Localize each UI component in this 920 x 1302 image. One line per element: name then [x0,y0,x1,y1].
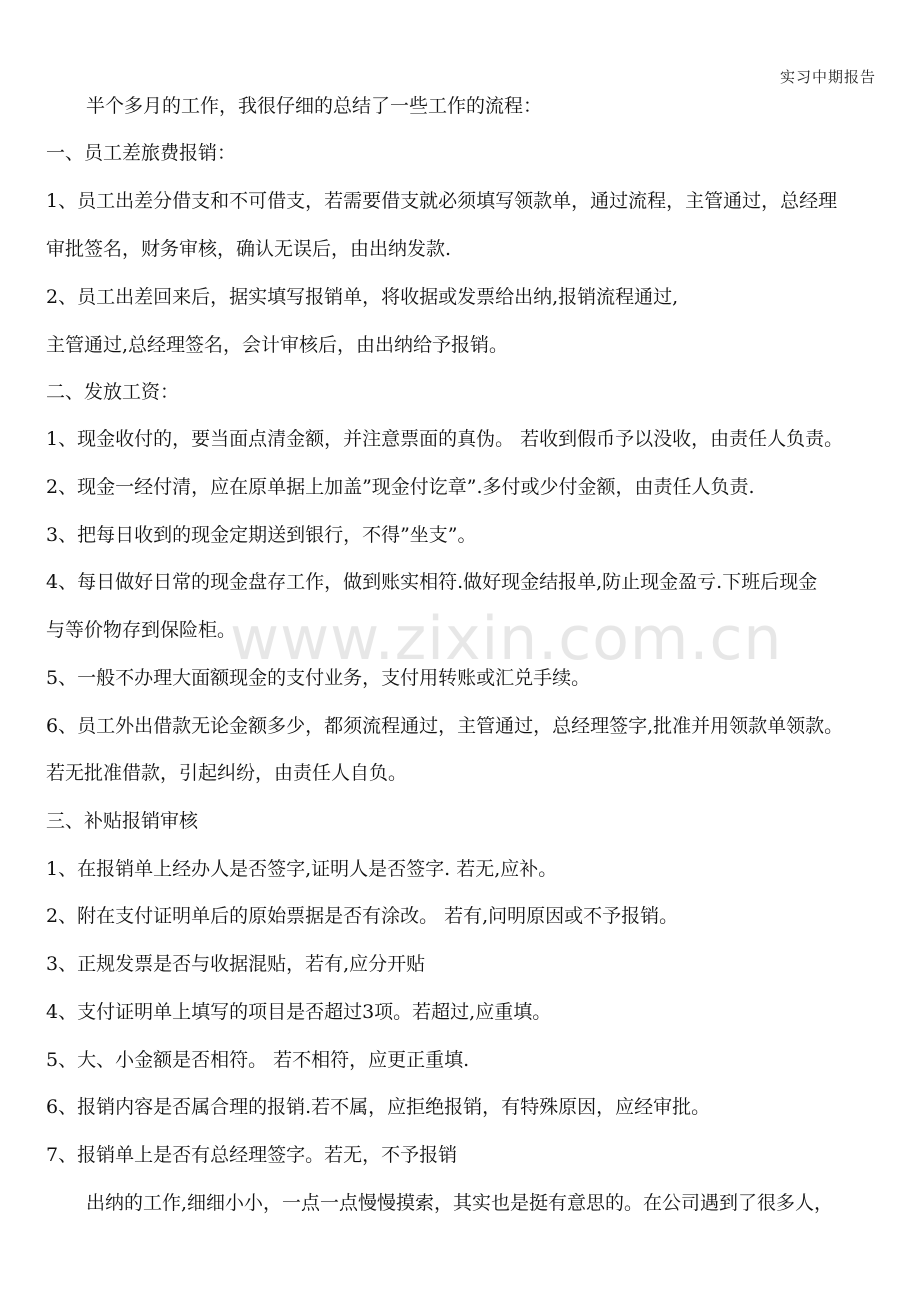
text-line: 审批签名，财务审核，确认无误后，由出纳发款. [46,238,452,260]
text-line: 2、附在支付证明单后的原始票据是否有涂改。 若有,问明原因或不予报销。 [46,905,679,927]
text-line: 1、员工出差分借支和不可借支，若需要借支就必须填写领款单，通过流程，主管通过，总经理 [46,190,838,212]
text-line: 3、把每日收到的现金定期送到银行，不得”坐支”。 [46,524,477,546]
text-line: 1、在报销单上经办人是否签字,证明人是否签字. 若无,应补。 [46,858,558,880]
text-line: 2、现金一经付清，应在原单据上加盖”现金付讫章”.多付或少付金额，由责任人负责. [46,476,755,498]
section-heading-1: 一、员工差旅费报销： [46,142,237,164]
text-line: 4、每日做好日常的现金盘存工作，做到账实相符.做好现金结报单,防止现金盈亏.下班后现金 [46,571,818,593]
watermark: www.zixin.com.cn [230,604,783,674]
text-line: 与等价物存到保险柜。 [46,619,237,641]
text-line: 5、大、小金额是否相符。 若不相符，应更正重填. [46,1049,470,1071]
document-body [46,94,878,1215]
text-line: 6、报销内容是否属合理的报销.若不属，应拒绝报销，有特殊原因，应经审批。 [46,1096,711,1118]
section-heading-3: 三、补贴报销审核 [46,810,199,832]
section-heading-2: 二、发放工资： [46,381,180,403]
intro-paragraph: 半个多月的工作，我很仔细的总结了一些工作的流程： [86,95,543,117]
text-line: 6、员工外出借款无论金额多少，都须流程通过，主管通过，总经理签字,批准并用领款单领款。 [46,715,844,737]
text-line: 7、报销单上是否有总经理签字。若无，不予报销 [46,1144,458,1166]
text-line: 2、员工出差回来后，据实填写报销单，将收据或发票给出纳,报销流程通过, [46,286,679,308]
closing-paragraph: 出纳的工作,细细小小，一点一点慢慢摸索，其实也是挺有意思的。在公司遇到了很多人， [86,1192,834,1214]
text-line: 4、支付证明单上填写的项目是否超过3项。若超过,应重填。 [46,1001,552,1023]
text-line: 主管通过,总经理签名，会计审核后，由出纳给予报销。 [46,334,509,356]
page-header: 实习中期报告 [779,68,876,86]
text-line: 若无批准借款，引起纠纷，由责任人自负。 [46,762,408,784]
text-line: 1、现金收付的，要当面点清金额，并注意票面的真伪。 若收到假币予以没收，由责任人负责。 [46,428,844,450]
text-line: 5、一般不办理大面额现金的支付业务，支付用转账或汇兑手续。 [46,667,591,689]
text-line: 3、正规发票是否与收据混贴，若有,应分开贴 [46,953,426,975]
